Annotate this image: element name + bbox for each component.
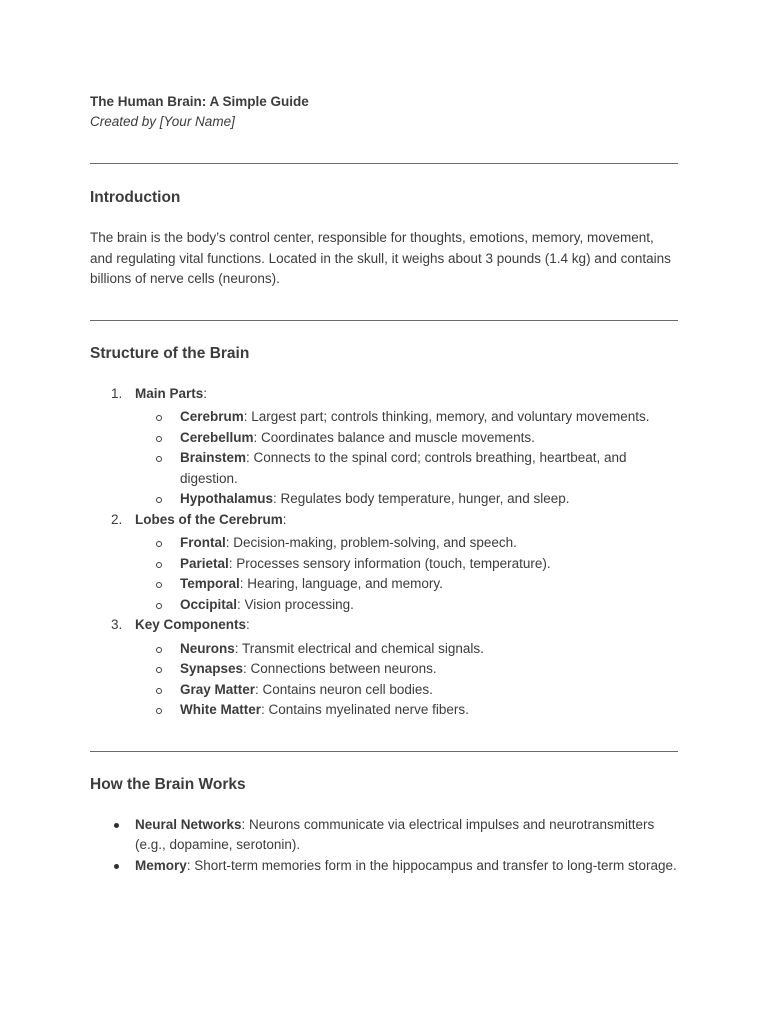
sub-list-item bbox=[135, 554, 678, 575]
hollow-bullet-icon bbox=[156, 647, 162, 653]
item-desc: : Neurons communicate via electrical impulses and neurotransmitters (e.g., dopamine, serotonin). bbox=[135, 816, 655, 852]
section-heading-how-it-works: How the Brain Works bbox=[90, 775, 246, 793]
sub-list-item bbox=[135, 407, 678, 428]
hollow-bullet-icon bbox=[156, 603, 162, 609]
hollow-bullet-icon bbox=[156, 415, 162, 421]
hollow-bullet-icon bbox=[156, 688, 162, 694]
sub-list-item bbox=[135, 595, 678, 616]
hollow-bullet-icon bbox=[156, 497, 162, 503]
bullet-icon bbox=[114, 864, 119, 869]
item-term: Synapses bbox=[180, 661, 244, 676]
group-title: Main Parts bbox=[135, 385, 204, 401]
sub-list-item bbox=[135, 659, 678, 680]
document-subtitle: Created by [Your Name] bbox=[90, 114, 235, 129]
item-term: Cerebrum bbox=[180, 409, 244, 424]
item-term: Cerebellum bbox=[180, 429, 254, 445]
how-it-works-bullet-list bbox=[90, 815, 678, 877]
item-desc: : Decision-making, problem-solving, and speech. bbox=[225, 535, 517, 550]
list-item: 3. Key Components: Neurons: Transmit electrical and chemical signals. Synapses: Connections between neurons. Gray Matter: Contains neuron cell bodies. White Matter: Contains myelinated nerve fibers. bbox=[90, 615, 678, 721]
hollow-bullet-icon bbox=[156, 562, 162, 568]
item-desc: : Short-term memories form in the hippocampus and transfer to long-term storage. bbox=[186, 857, 677, 873]
sub-list bbox=[135, 639, 678, 721]
item-term: Frontal bbox=[180, 535, 226, 550]
sub-list-item bbox=[135, 700, 678, 721]
item-desc: : Contains neuron cell bodies. bbox=[255, 681, 433, 697]
list-number: 3. bbox=[111, 617, 123, 632]
list-item: 2. Lobes of the Cerebrum: Frontal: Decision-making, problem-solving, and speech. Parietal: Processes sensory information (touch, temperature). Temporal: Hearing, language, and memory. Occipital: Vision processing. bbox=[90, 510, 678, 616]
sub-list-item bbox=[135, 533, 678, 554]
hollow-bullet-icon bbox=[156, 667, 162, 673]
item-term: Neurons bbox=[180, 640, 235, 656]
item-desc: : Largest part; controls thinking, memory, and voluntary movements. bbox=[243, 409, 650, 424]
divider bbox=[90, 751, 678, 752]
list-number: 2. bbox=[111, 511, 123, 527]
hollow-bullet-icon bbox=[156, 456, 162, 462]
item-term: White Matter bbox=[180, 702, 261, 717]
item-desc: : Connections between neurons. bbox=[243, 661, 437, 676]
item-desc: : Transmit electrical and chemical signals. bbox=[234, 640, 484, 656]
item-term: Hypothalamus bbox=[180, 491, 274, 506]
structure-numbered-list bbox=[90, 384, 678, 721]
item-term: Neural Networks bbox=[135, 816, 242, 832]
item-term: Parietal bbox=[180, 555, 229, 571]
sub-list bbox=[135, 407, 678, 510]
list-number: 1. bbox=[111, 385, 123, 401]
item-term: Temporal bbox=[180, 576, 240, 591]
sub-list bbox=[135, 533, 678, 615]
sub-list-item bbox=[135, 680, 678, 701]
sub-list-item bbox=[135, 448, 678, 489]
divider bbox=[90, 320, 678, 321]
hollow-bullet-icon bbox=[156, 582, 162, 588]
bullet-icon bbox=[114, 823, 119, 828]
item-term: Memory bbox=[135, 857, 187, 873]
section-heading-introduction: Introduction bbox=[90, 189, 181, 206]
item-desc: : Hearing, language, and memory. bbox=[239, 576, 443, 591]
hollow-bullet-icon bbox=[156, 436, 162, 442]
item-desc: : Contains myelinated nerve fibers. bbox=[261, 702, 469, 717]
bullet-item bbox=[90, 815, 678, 856]
sub-list-item bbox=[135, 489, 678, 510]
item-desc: : Connects to the spinal cord; controls breathing, heartbeat, and digestion. bbox=[180, 450, 627, 486]
document-page bbox=[90, 92, 678, 876]
item-desc: : Regulates body temperature, hunger, and sleep. bbox=[273, 491, 570, 506]
hollow-bullet-icon bbox=[156, 708, 162, 714]
item-term: Gray Matter bbox=[180, 681, 256, 697]
bullet-item bbox=[90, 856, 678, 877]
sub-list-item bbox=[135, 574, 678, 595]
item-desc: : Vision processing. bbox=[237, 596, 354, 612]
introduction-paragraph: The brain is the body’s control center, responsible for thoughts, emotions, memory, movement, and regulating vital functions. Located in the skull, it weighs about 3 pounds (1.4 kg) and contains billions of nerve cells (neurons). bbox=[90, 230, 671, 286]
sub-list-item bbox=[135, 639, 678, 660]
document-title: The Human Brain: A Simple Guide bbox=[90, 94, 309, 109]
item-term: Occipital bbox=[180, 596, 238, 612]
list-item: 1. Main Parts: Cerebrum: Largest part; controls thinking, memory, and voluntary movements. Cerebellum: Coordinates balance and muscle movements. Brainstem: Connects to the spinal cord; controls breathing, heartbeat, and digestion. Hypothalamus: Regulates body temperature, hunger, and sleep. bbox=[90, 384, 678, 510]
sub-list-item bbox=[135, 428, 678, 449]
item-desc: : Coordinates balance and muscle movements. bbox=[253, 429, 535, 445]
section-heading-structure: Structure of the Brain bbox=[90, 344, 250, 362]
divider bbox=[90, 163, 678, 164]
item-desc: : Processes sensory information (touch, temperature). bbox=[228, 555, 551, 571]
hollow-bullet-icon bbox=[156, 541, 162, 547]
item-term: Brainstem bbox=[180, 450, 247, 465]
group-title: Lobes of the Cerebrum bbox=[135, 511, 283, 527]
group-title: Key Components bbox=[135, 617, 247, 632]
